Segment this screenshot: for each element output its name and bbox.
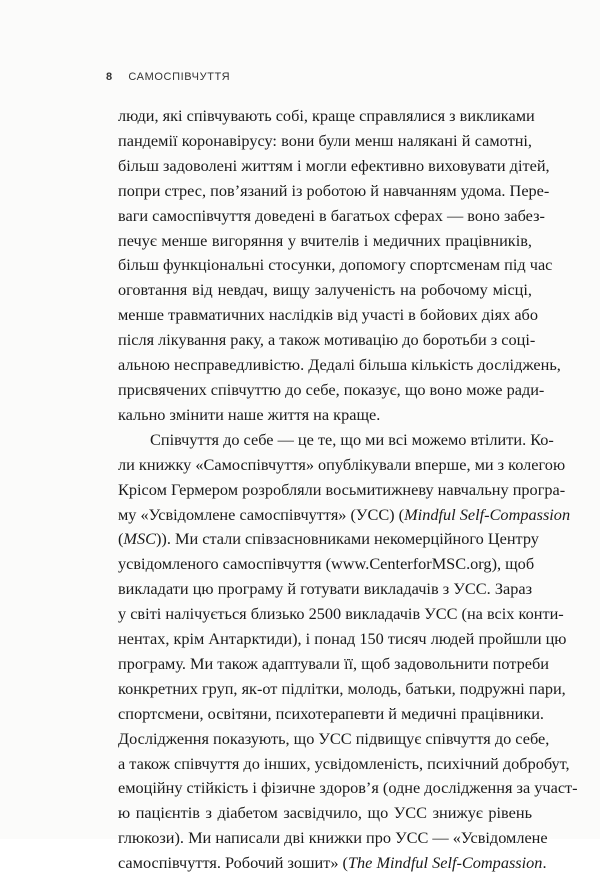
text-line: емоційну стійкість і фізичне здоров’я (одне дослідження за участ-: [118, 778, 578, 798]
text-line: усвідомленого самоспівчуття (www.CenterforMSC.org), щоб: [118, 554, 535, 574]
text-line: печує менше вигоряння у вчителів і медичних працівників,: [118, 230, 532, 250]
text-line: попри стрес, пов’язаний із роботою й навчанням удома. Пере-: [118, 180, 550, 200]
text-line: глюкози). Ми написали дві книжки про УСС — «Усвідомлене: [118, 828, 548, 848]
text-line: оговтання від невдач, вищу залученість на робочому місці,: [118, 280, 532, 300]
text-line: люди, які співчувають собі, краще справлялися з викликами: [118, 106, 535, 125]
text-line: ваги самоспівчуття доведені в багатьох сферах — воно забез-: [118, 205, 545, 225]
text-line: більш задоволені життям і могли ефективно виховувати дітей,: [118, 155, 550, 175]
text-line: більш функціональні стосунки, допомогу спортсменам під час: [118, 255, 553, 275]
text-line: менше травматичних наслідків від участі в бойових діях або: [118, 305, 538, 325]
text-line: (MSC)). Ми стали співзасновниками некомерційного Центру: [118, 529, 539, 549]
text-line: ли книжку «Самоспівчуття» опублікували вперше, ми з колегою: [118, 454, 566, 474]
text-line: у світі налічується близько 2500 викладачів УСС (на всіх конти-: [118, 604, 564, 624]
text-line: конкретних груп, як-от підлітки, молодь, батьки, подружні пари,: [118, 678, 566, 698]
text-line: му «Усвідомлене самоспівчуття» (УСС) (Mindful Self-Compassion: [118, 504, 571, 524]
text-line: Крісом Гермером розробляли восьмитижневу навчальну програ-: [118, 479, 566, 499]
text-line: Дослідження показують, що УСС підвищує співчуття до себе,: [118, 728, 550, 748]
text-line: програму. Ми також адаптували її, щоб задовольнити потреби: [118, 653, 549, 673]
text-line: викладати цю програму й готувати викладачів з УСС. Зараз: [118, 579, 532, 599]
text-line: самоспівчуття. Робочий зошит» (The Mindful Self-Compassion.: [118, 853, 547, 873]
text-line: а також співчуття до інших, усвідомленість, психічний добробут,: [118, 753, 570, 773]
text-line: альною несправедливістю. Дедалі більша кількість досліджень,: [118, 355, 561, 375]
text-line: Співчуття до себе — це те, що ми всі можемо втілити. Ко-: [150, 429, 554, 449]
running-title: САМОСПІВЧУТТЯ: [128, 71, 231, 83]
page-number: 8: [106, 71, 113, 83]
text-line: спортсмени, освітяни, психотерапевти й медичні працівники.: [118, 703, 545, 723]
text-line: нентах, крім Антарктиди), і понад 150 тисяч людей пройшли цю: [118, 629, 567, 649]
text-line: пандемії коронавірусу: вони були менш налякані й самотні,: [118, 130, 532, 150]
text-line: кально змінити наше життя на краще.: [118, 404, 381, 424]
running-header: [106, 71, 230, 83]
body-text: [118, 104, 578, 876]
text-line: після лікування раку, а також мотивацію до боротьби з соці-: [118, 330, 536, 350]
text-line: присвячених співчуттю до себе, показує, що воно може ради-: [118, 379, 545, 399]
text-line: ю пацієнтів з діабетом засвідчило, що УСС знижує рівень: [118, 803, 532, 823]
